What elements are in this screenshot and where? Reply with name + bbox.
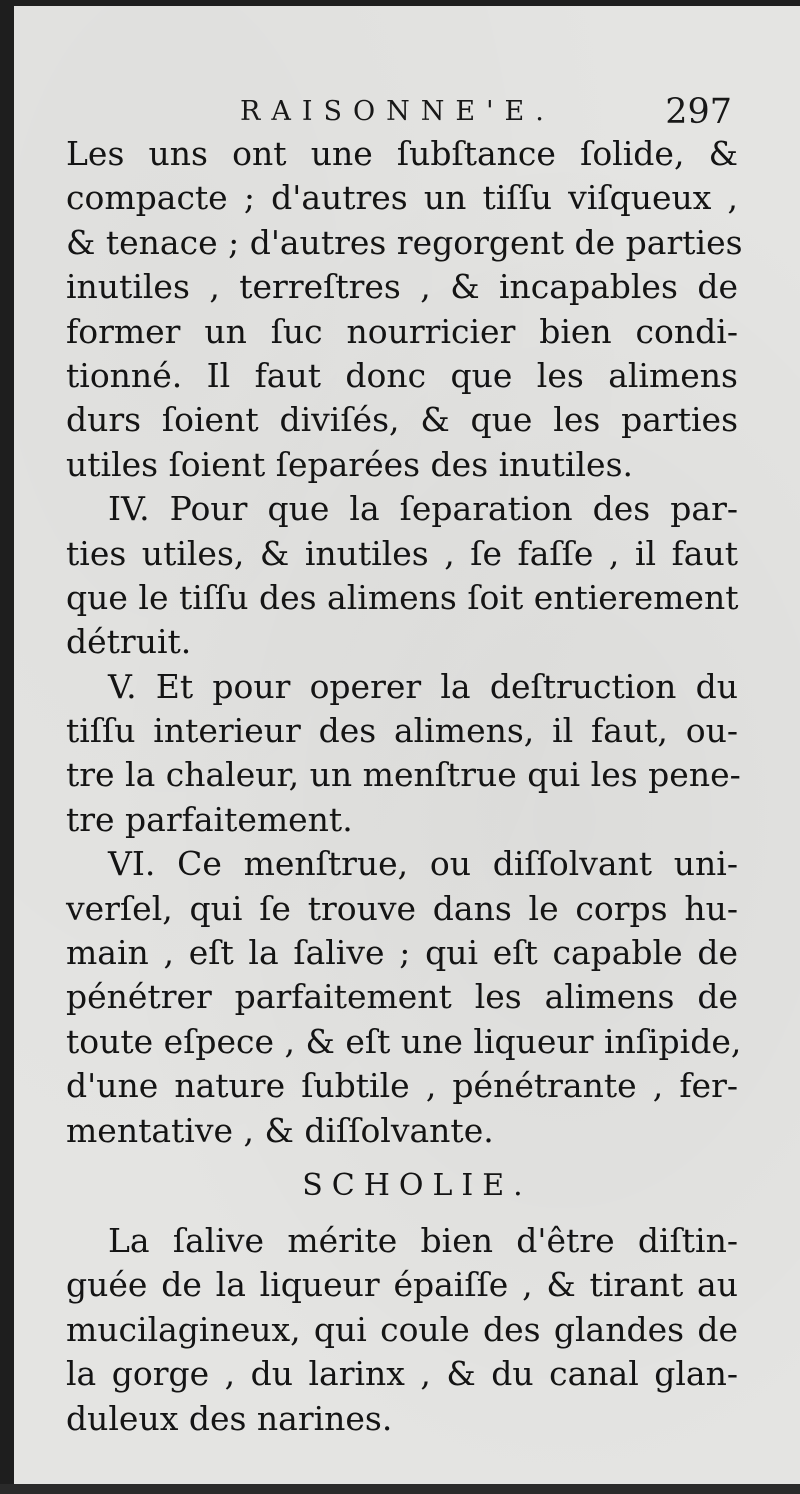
text-line: détruit. — [66, 622, 192, 662]
section-heading: SCHOLIE. — [302, 1167, 532, 1203]
page-header — [14, 94, 800, 134]
text-line: tre la chaleur, un menſtrue qui les pene- — [66, 755, 741, 795]
text-line: ties utiles, & inutiles , ſe faſſe , il faut — [66, 533, 738, 573]
text-line: tionné. Il faut donc que les alimens — [66, 355, 738, 395]
text-line: guée de la liqueur épaiſſe , & tirant au — [66, 1265, 738, 1305]
text-line: tiſſu interieur des alimens, il faut, ou- — [66, 711, 738, 751]
text-line: toute eſpece , & eſt une liqueur inſipide, — [66, 1021, 742, 1061]
text-line: verſel, qui ſe trouve dans le corps hu- — [66, 888, 738, 928]
text-line: inutiles , terreſtres , & incapables de — [66, 267, 738, 307]
text-line: utiles ſoient ſeparées des inutiles. — [66, 444, 634, 484]
text-line: Les uns ont une ſubſtance ſolide, & — [66, 134, 738, 173]
text-line: d'une nature ſubtile , pénétrante , fer- — [66, 1066, 738, 1106]
text-line: VI. Ce menſtrue, ou diſſolvant uni- — [108, 844, 738, 884]
text-line: la gorge , du larinx , & du canal glan- — [66, 1354, 738, 1394]
text-line: duleux des narines. — [66, 1398, 393, 1438]
text-line: tre parfaitement. — [66, 799, 353, 839]
text-line: mucilagineux, qui coule des glandes de — [66, 1309, 738, 1349]
running-head: RAISONNE'E. — [240, 96, 555, 127]
text-line: compacte ; d'autres un tiſſu viſqueux , — [66, 178, 738, 218]
book-page — [14, 6, 800, 1484]
page-edge-shadow — [0, 1484, 800, 1494]
text-line: & tenace ; d'autres regorgent de parties — [66, 222, 743, 262]
text-line: que le tiſſu des alimens ſoit entierement — [66, 577, 739, 617]
text-line: V. Et pour operer la deſtruction du — [108, 666, 738, 706]
text-line: former un ſuc nourricier bien condi- — [66, 311, 738, 351]
text-line: mentative , & diſſolvante. — [66, 1110, 494, 1150]
page-body — [66, 132, 743, 1441]
text-line: La ſalive mérite bien d'être diſtin- — [108, 1220, 738, 1260]
page-number: 297 — [665, 92, 732, 132]
text-line: pénétrer parfaitement les alimens de — [66, 977, 738, 1017]
text-line: main , eſt la ſalive ; qui eſt capable de — [66, 933, 738, 973]
text-line: durs ſoient diviſés, & que les parties — [66, 400, 738, 440]
text-line: IV. Pour que la ſeparation des par- — [108, 489, 738, 529]
